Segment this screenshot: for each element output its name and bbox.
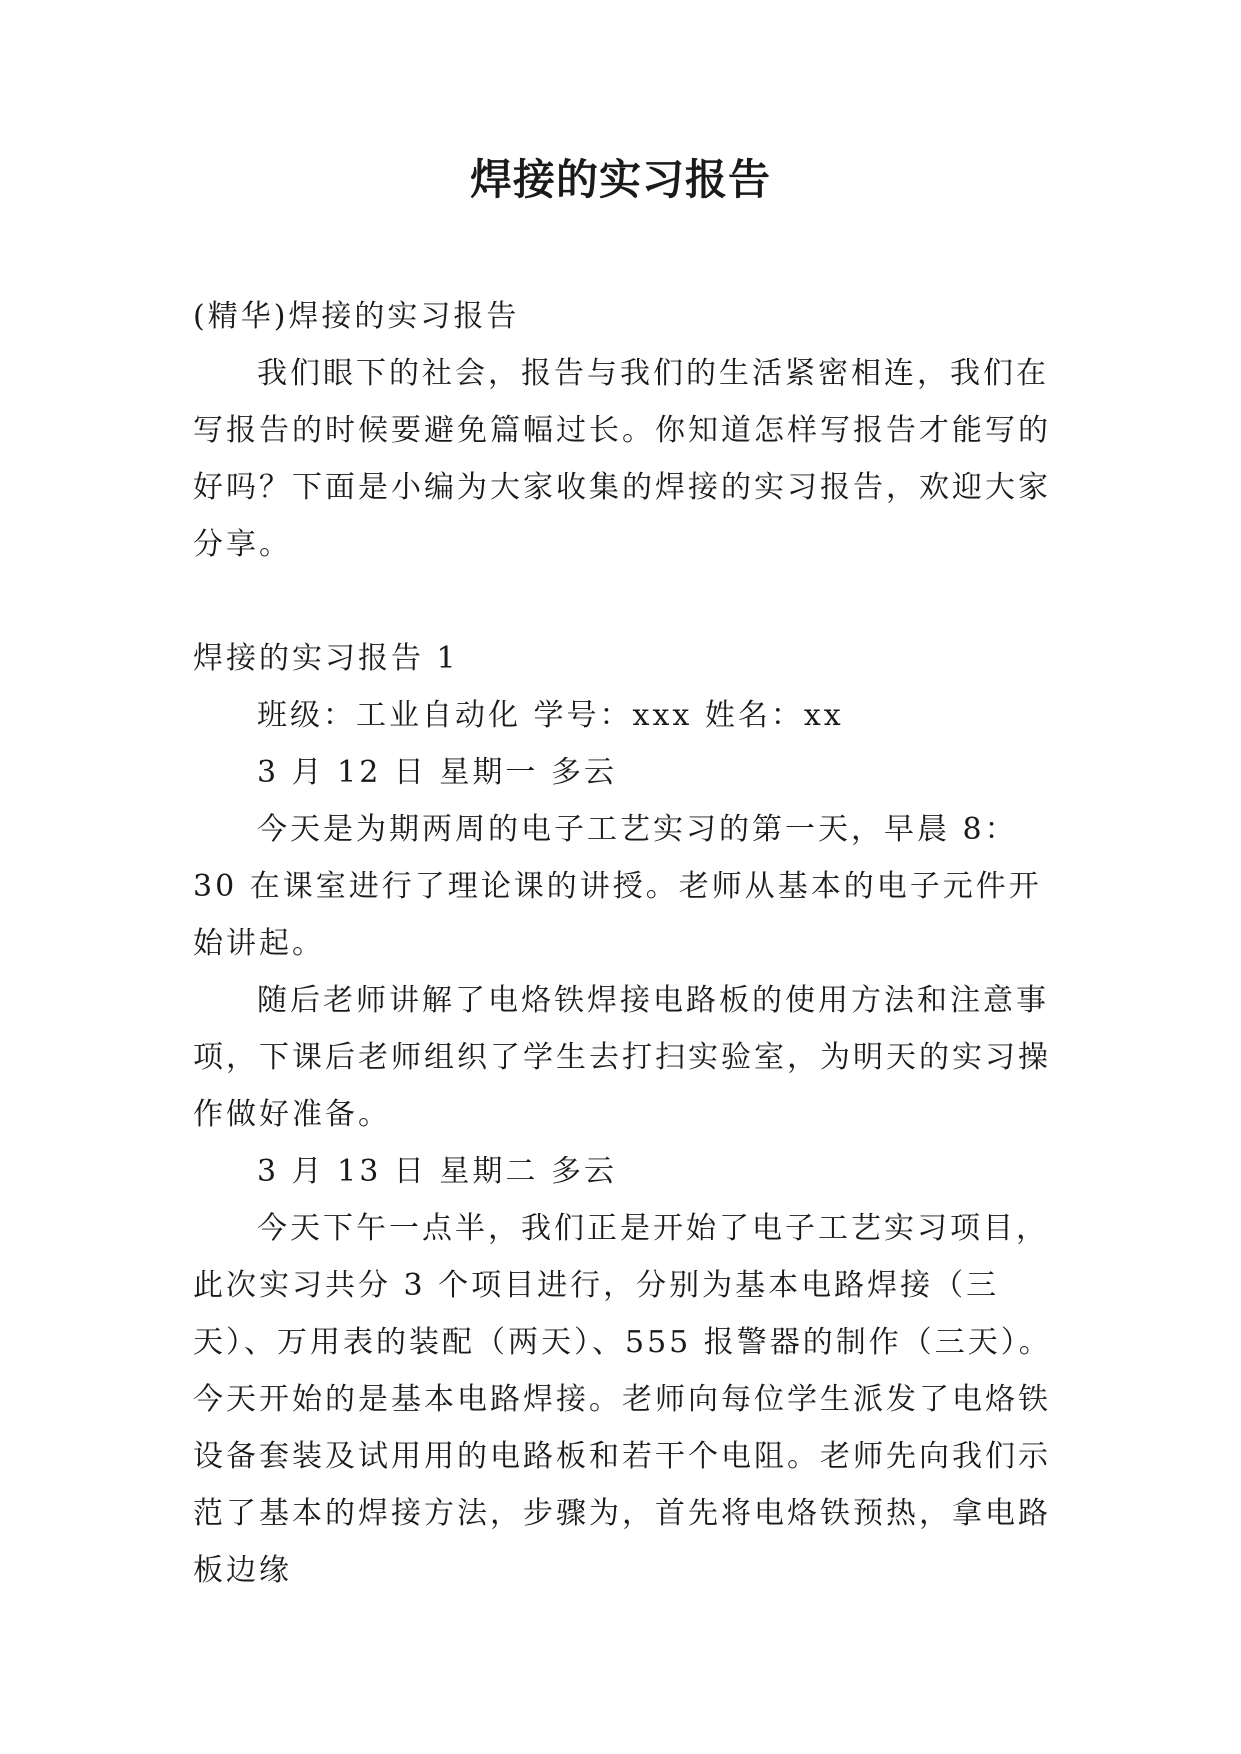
section-heading: 焊接的实习报告 1 bbox=[193, 641, 459, 676]
document-title: 焊接的实习报告 bbox=[469, 155, 771, 204]
body-paragraph: 随后老师讲解了电烙铁焊接电路板的使用方法和注意事项，下课后老师组织了学生去打扫实验室，为明天的实习操作做好准备。 bbox=[193, 983, 1051, 1132]
student-info-line: 班级：工业自动化 学号：xxx 姓名：xx bbox=[257, 698, 844, 733]
intro-paragraph: 我们眼下的社会，报告与我们的生活紧密相连，我们在写报告的时候要避免篇幅过长。你知道怎样写报告才能写的好吗？下面是小编为大家收集的焊接的实习报告，欢迎大家分享。 bbox=[193, 356, 1051, 562]
subtitle-paragraph: (精华)焊接的实习报告 bbox=[193, 299, 520, 334]
date-line-1: 3 月 12 日 星期一 多云 bbox=[257, 755, 617, 790]
body-paragraph: 今天下午一点半，我们正是开始了电子工艺实习项目，此次实习共分 3 个项目进行，分别为基本电路焊接（三天）、万用表的装配（两天）、555 报警器的制作（三天）。今天开始的是基本电路焊接。老师向每位学生派发了电烙铁设备套装及试用用的电路板和若干个电阻。老师先向我们示范了基本的焊接方法，步骤为，首先将电烙铁预热，拿电路板边缘 bbox=[193, 1211, 1052, 1588]
document-body bbox=[193, 288, 1055, 1599]
paragraph-spacer bbox=[193, 573, 1055, 630]
body-paragraph: 今天是为期两周的电子工艺实习的第一天，早晨 8：30 在课室进行了理论课的讲授。老师从基本的电子元件开始讲起。 bbox=[193, 812, 1042, 961]
date-line-2: 3 月 13 日 星期二 多云 bbox=[257, 1154, 617, 1189]
